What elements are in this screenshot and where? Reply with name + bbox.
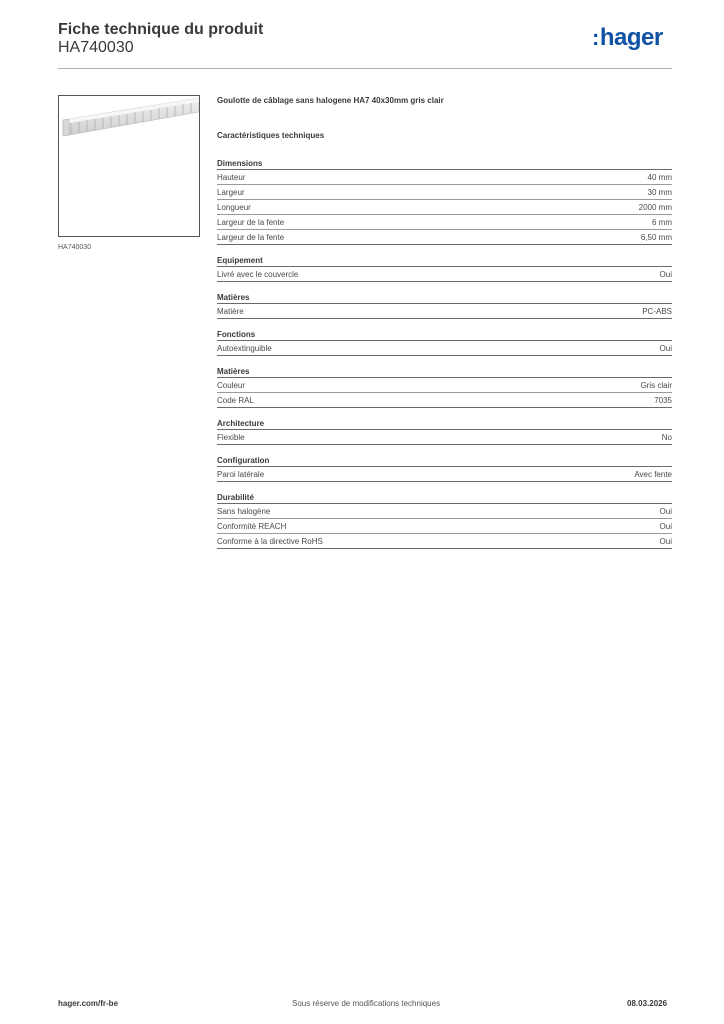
spec-value: 40 mm	[647, 172, 672, 182]
spec-row	[217, 534, 672, 549]
footer-website-link[interactable]: hager.com/fr-be	[58, 999, 119, 1008]
spec-label: Conforme à la directive RoHS	[217, 536, 323, 546]
spec-row	[217, 504, 672, 519]
spec-value: Oui	[659, 343, 672, 353]
section-title: Matières	[217, 291, 672, 304]
section-equipement	[217, 254, 672, 282]
spec-row	[217, 430, 672, 445]
spec-value: 6 mm	[652, 217, 672, 227]
spec-value: No	[661, 432, 672, 442]
spec-value: 30 mm	[647, 187, 672, 197]
page-title: Fiche technique du produit	[58, 21, 264, 38]
spec-row	[217, 215, 672, 230]
image-caption: HA740030	[58, 244, 92, 251]
spec-label: Hauteur	[217, 172, 246, 182]
section-title: Dimensions	[217, 157, 672, 170]
spec-value: 2000 mm	[638, 202, 672, 212]
cable-duct-image	[59, 96, 199, 236]
spec-label: Matière	[217, 306, 244, 316]
spec-row	[217, 393, 672, 408]
spec-label: Code RAL	[217, 395, 254, 405]
section-title: Fonctions	[217, 328, 672, 341]
product-description: Goulotte de câblage sans halogene HA7 40x30mm gris clair	[217, 96, 444, 105]
section-title: Matières	[217, 365, 672, 378]
spec-row	[217, 519, 672, 534]
spec-value: Oui	[659, 506, 672, 516]
spec-row	[217, 267, 672, 282]
hager-logo: :hager	[592, 24, 663, 51]
spec-value: PC-ABS	[642, 306, 672, 316]
section-architecture	[217, 417, 672, 445]
spec-value: 6,50 mm	[640, 232, 672, 242]
footer-disclaimer: Sous réserve de modifications techniques	[292, 999, 441, 1008]
spec-value: Gris clair	[640, 380, 672, 390]
spec-row	[217, 378, 672, 393]
footer-date: 08.03.2026	[627, 999, 668, 1008]
spec-panel	[217, 96, 672, 558]
spec-value: Oui	[659, 269, 672, 279]
header-divider	[58, 68, 672, 69]
spec-label: Livré avec le couvercle	[217, 269, 299, 279]
spec-value: Avec fente	[634, 469, 672, 479]
section-fonctions	[217, 328, 672, 356]
section-title: Durabilité	[217, 491, 672, 504]
spec-value: Oui	[659, 536, 672, 546]
spec-row	[217, 230, 672, 245]
section-matieres-couleur	[217, 365, 672, 408]
spec-row	[217, 304, 672, 319]
spec-row	[217, 170, 672, 185]
spec-label: Flexible	[217, 432, 245, 442]
spec-heading: Caractéristiques techniques	[217, 131, 325, 140]
spec-label: Couleur	[217, 380, 246, 390]
product-code: HA740030	[58, 39, 134, 56]
spec-value: 7035	[654, 395, 672, 405]
section-title: Configuration	[217, 454, 672, 467]
spec-row	[217, 185, 672, 200]
product-image	[58, 95, 200, 237]
section-configuration	[217, 454, 672, 482]
spec-label: Paroi latérale	[217, 469, 265, 479]
spec-row	[217, 341, 672, 356]
section-matieres	[217, 291, 672, 319]
spec-value: Oui	[659, 521, 672, 531]
spec-row	[217, 200, 672, 215]
spec-label: Largeur de la fente	[217, 217, 285, 227]
section-dimensions	[217, 157, 672, 245]
spec-label: Sans halogène	[217, 506, 271, 516]
section-title: Architecture	[217, 417, 672, 430]
section-title: Equipement	[217, 254, 672, 267]
section-durabilite	[217, 491, 672, 549]
spec-row	[217, 467, 672, 482]
spec-label: Largeur de la fente	[217, 232, 285, 242]
spec-label: Longueur	[217, 202, 251, 212]
spec-label: Conformité REACH	[217, 521, 287, 531]
spec-label: Autoextinguible	[217, 343, 272, 353]
spec-label: Largeur	[217, 187, 245, 197]
